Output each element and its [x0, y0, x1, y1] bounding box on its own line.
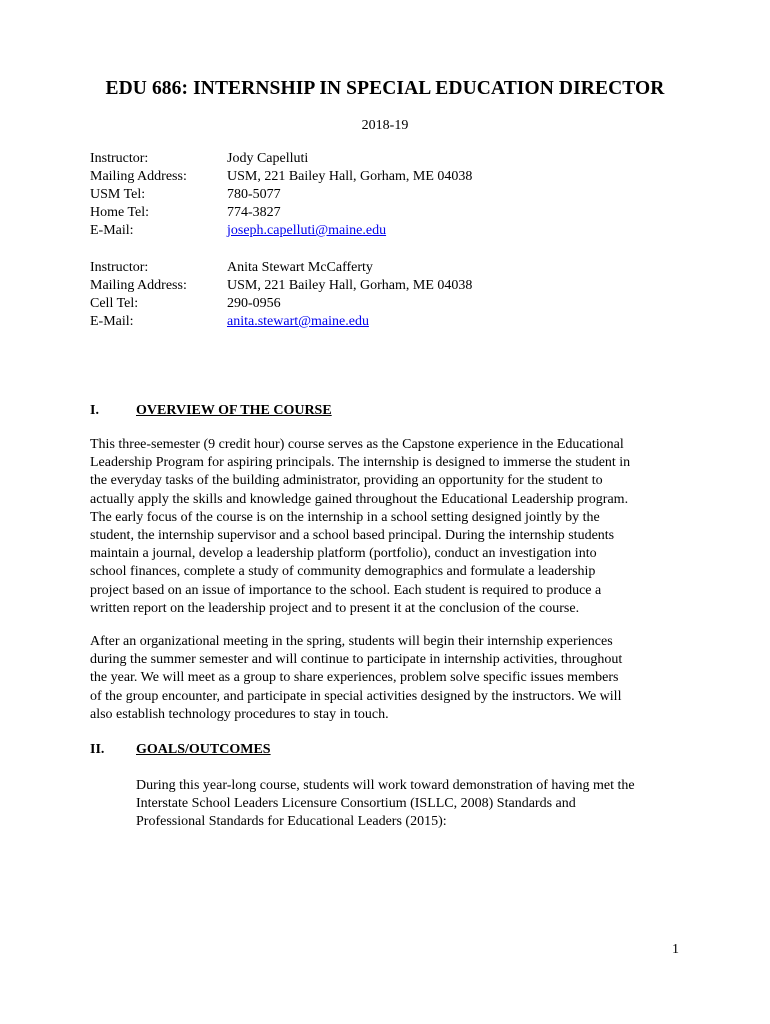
contact-row: [90, 295, 472, 313]
email-link-cell: [227, 313, 369, 331]
contact-row: [90, 186, 472, 204]
section-heading: [90, 403, 332, 419]
contact-row: [90, 277, 472, 295]
contact-row: [90, 168, 472, 186]
contact-row: [90, 204, 472, 222]
contact-row: [90, 150, 472, 168]
text-line: Professional Standards for Educational Leaders (2015):: [136, 814, 447, 830]
mailing-address: USM, 221 Bailey Hall, Gorham, ME 04038: [227, 278, 473, 293]
text-line: school finances, complete a study of community demographics and formulate a leadership: [90, 564, 596, 580]
academic-year: 2018-19: [361, 118, 409, 133]
text-line: the everyday tasks of the building administrator, providing an opportunity for the student to: [90, 473, 603, 489]
text-line: Interstate School Leaders Licensure Consortium (ISLLC, 2008) Standards and: [136, 796, 576, 812]
section-number: II.: [90, 742, 105, 757]
text-line: maintain a journal, develop a leadership platform (portfolio), conduct an investigation into: [90, 546, 597, 562]
section-heading: [90, 742, 271, 758]
paragraph: [90, 436, 690, 618]
document-title: EDU 686: INTERNSHIP IN SPECIAL EDUCATION DIRECTOR: [105, 78, 665, 99]
email-link[interactable]: joseph.capelluti@maine.edu: [227, 223, 387, 238]
instructor-contact-block: [90, 259, 472, 331]
contact-label: Mailing Address:: [90, 278, 187, 293]
text-line: written report on the leadership project and to present it at the conclusion of the course.: [90, 600, 580, 616]
text-line: This three-semester (9 credit hour) course serves as the Capstone experience in the Educational: [90, 437, 624, 452]
section-number: I.: [90, 403, 99, 418]
contact-label: Cell Tel:: [90, 296, 139, 311]
text-line: project based on an issue of importance to the school. Each student is required to produce a: [90, 582, 602, 598]
contact-label: Home Tel:: [90, 205, 150, 220]
instructor-name: Jody Capelluti: [227, 151, 309, 166]
section-title: GOALS/OUTCOMES: [136, 742, 271, 757]
contact-row: [90, 222, 472, 240]
text-line: Leadership Program for aspiring principals. The internship is designed to immerse the student in: [90, 455, 631, 471]
contact-label: USM Tel:: [90, 187, 146, 202]
email-link-cell: [227, 222, 386, 240]
text-line: also establish technology procedures to stay in touch.: [90, 706, 389, 722]
phone-number: 780-5077: [227, 187, 281, 202]
instructor-contact-block: [90, 150, 472, 240]
page-number: 1: [672, 942, 679, 957]
instructor-name: Anita Stewart McCafferty: [227, 260, 373, 275]
paragraph: [90, 633, 690, 724]
text-line: The early focus of the course is on the internship in a school setting designed jointly by the: [90, 509, 600, 525]
text-line: student, the internship supervisor and a school based principal. During the internship students: [90, 527, 615, 543]
phone-number: 774-3827: [227, 205, 281, 220]
contact-row: [90, 313, 472, 331]
contact-label: Mailing Address:: [90, 169, 187, 184]
text-line: of the group encounter, and participate in special activities designed by the instructors. We will: [90, 688, 622, 704]
contact-row: [90, 259, 472, 277]
contact-label: E-Mail:: [90, 223, 134, 238]
contact-label: Instructor:: [90, 151, 149, 166]
contact-label: E-Mail:: [90, 314, 134, 329]
phone-number: 290-0956: [227, 296, 281, 311]
mailing-address: USM, 221 Bailey Hall, Gorham, ME 04038: [227, 169, 473, 184]
section-title: OVERVIEW OF THE COURSE: [136, 403, 332, 418]
email-link[interactable]: anita.stewart@maine.edu: [227, 314, 369, 329]
contact-label: Instructor:: [90, 260, 149, 275]
text-line: During this year-long course, students will work toward demonstration of having met the: [136, 778, 635, 793]
text-line: After an organizational meeting in the spring, students will begin their internship experiences: [90, 634, 613, 649]
text-line: the year. We will meet as a group to share experiences, problem solve specific issues members: [90, 670, 619, 686]
text-line: actually apply the skills and knowledge gained throughout the Educational Leadership program.: [90, 491, 629, 507]
paragraph: [136, 777, 696, 832]
text-line: during the summer semester and will continue to participate in internship activities, throughout: [90, 652, 623, 668]
